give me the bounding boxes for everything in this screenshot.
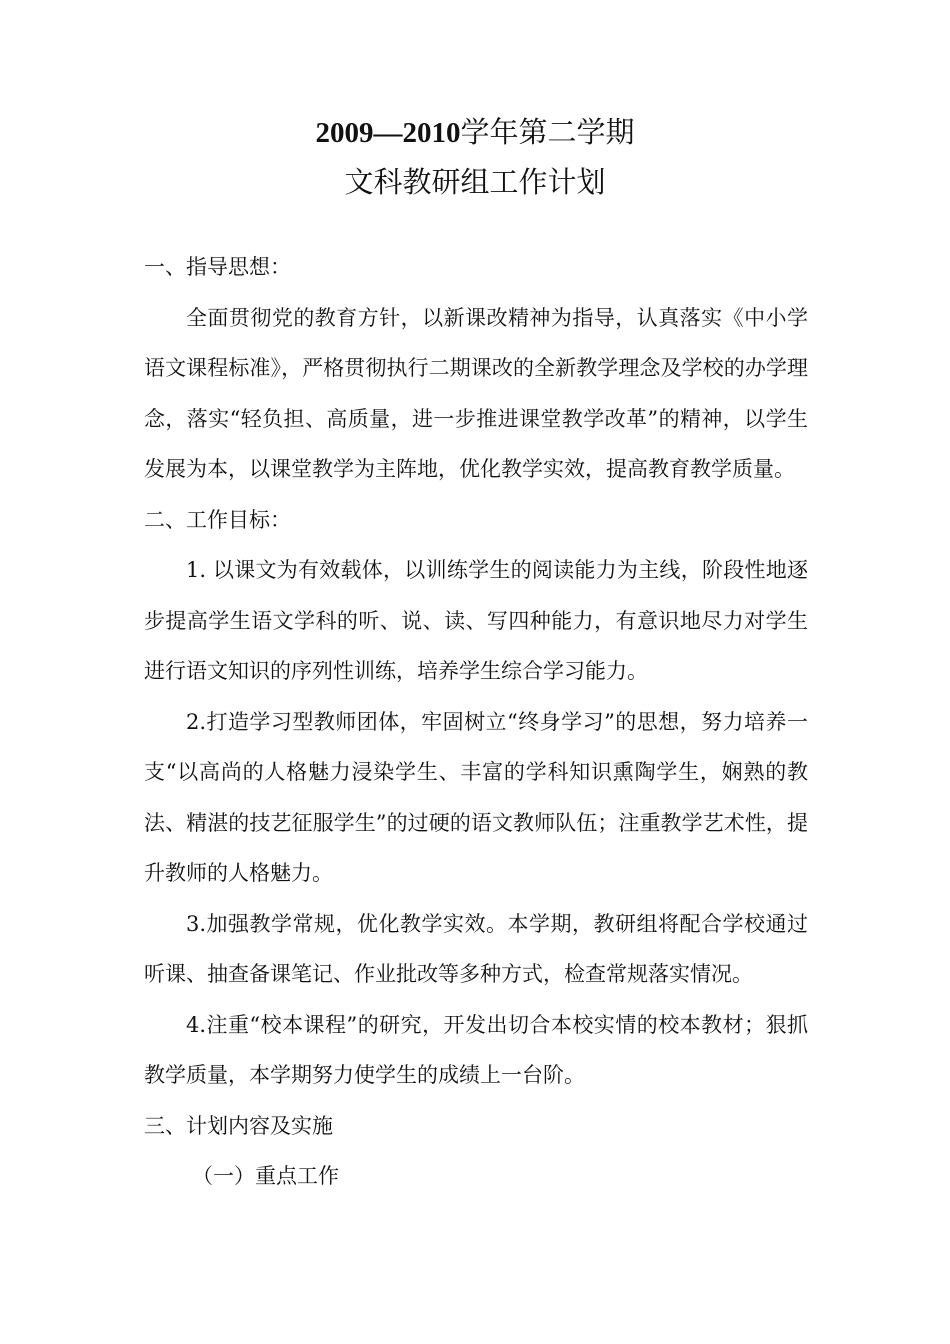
section-heading-work-goals: 二、工作目标：	[144, 507, 291, 532]
goal-paragraph-2: 2.打造学习型教师团体，牢固树立“终身学习”的思想，努力培养一支“以高尚的人格魅力浸染学生、丰富的学科知识熏陶学生，娴熟的教法、精湛的技艺征服学生”的过硬的语文教师队伍；注重教学艺术性，提升教师的人格魅力。	[144, 709, 808, 885]
subsection-heading-key-work: （一）重点工作	[192, 1164, 339, 1188]
guiding-thought-paragraph: 全面贯彻党的教育方针，以新课改精神为指导，认真落实《中小学语文课程标准》，严格贯彻执行二期课改的全新教学理念及学校的办学理念，落实“轻负担、高质量，进一步推进课堂教学改革”的精神，以学生发展为本，以课堂教学为主阵地，优化教学实效，提高教育教学质量。	[144, 305, 808, 481]
section-heading-plan: 三、计划内容及实施	[144, 1113, 333, 1138]
document-title	[0, 112, 950, 153]
goal-paragraph-1: 1. 以课文为有效载体，以训练学生的阅读能力为主线，阶段性地逐步提高学生语文学科的听、说、读、写四种能力，有意识地尽力对学生进行语文知识的序列性训练，培养学生综合学习能力。	[144, 558, 808, 683]
title-term: 学年第二学期	[460, 115, 635, 149]
goal-paragraph-3: 3.加强教学常规，优化教学实效。本学期，教研组将配合学校通过听课、抽查备课笔记、作业批改等多种方式，检查常规落实情况。	[144, 911, 808, 986]
goal-paragraph-4: 4.注重“校本课程”的研究，开发出切合本校实情的校本教材；狠抓教学质量，本学期努力使学生的成绩上一台阶。	[144, 1012, 808, 1087]
document-body	[144, 242, 808, 1202]
title-year: 2009—2010	[315, 117, 461, 149]
document-subtitle: 文科教研组工作计划	[344, 165, 606, 199]
section-heading-guiding-thought: 一、指导思想：	[144, 255, 291, 279]
